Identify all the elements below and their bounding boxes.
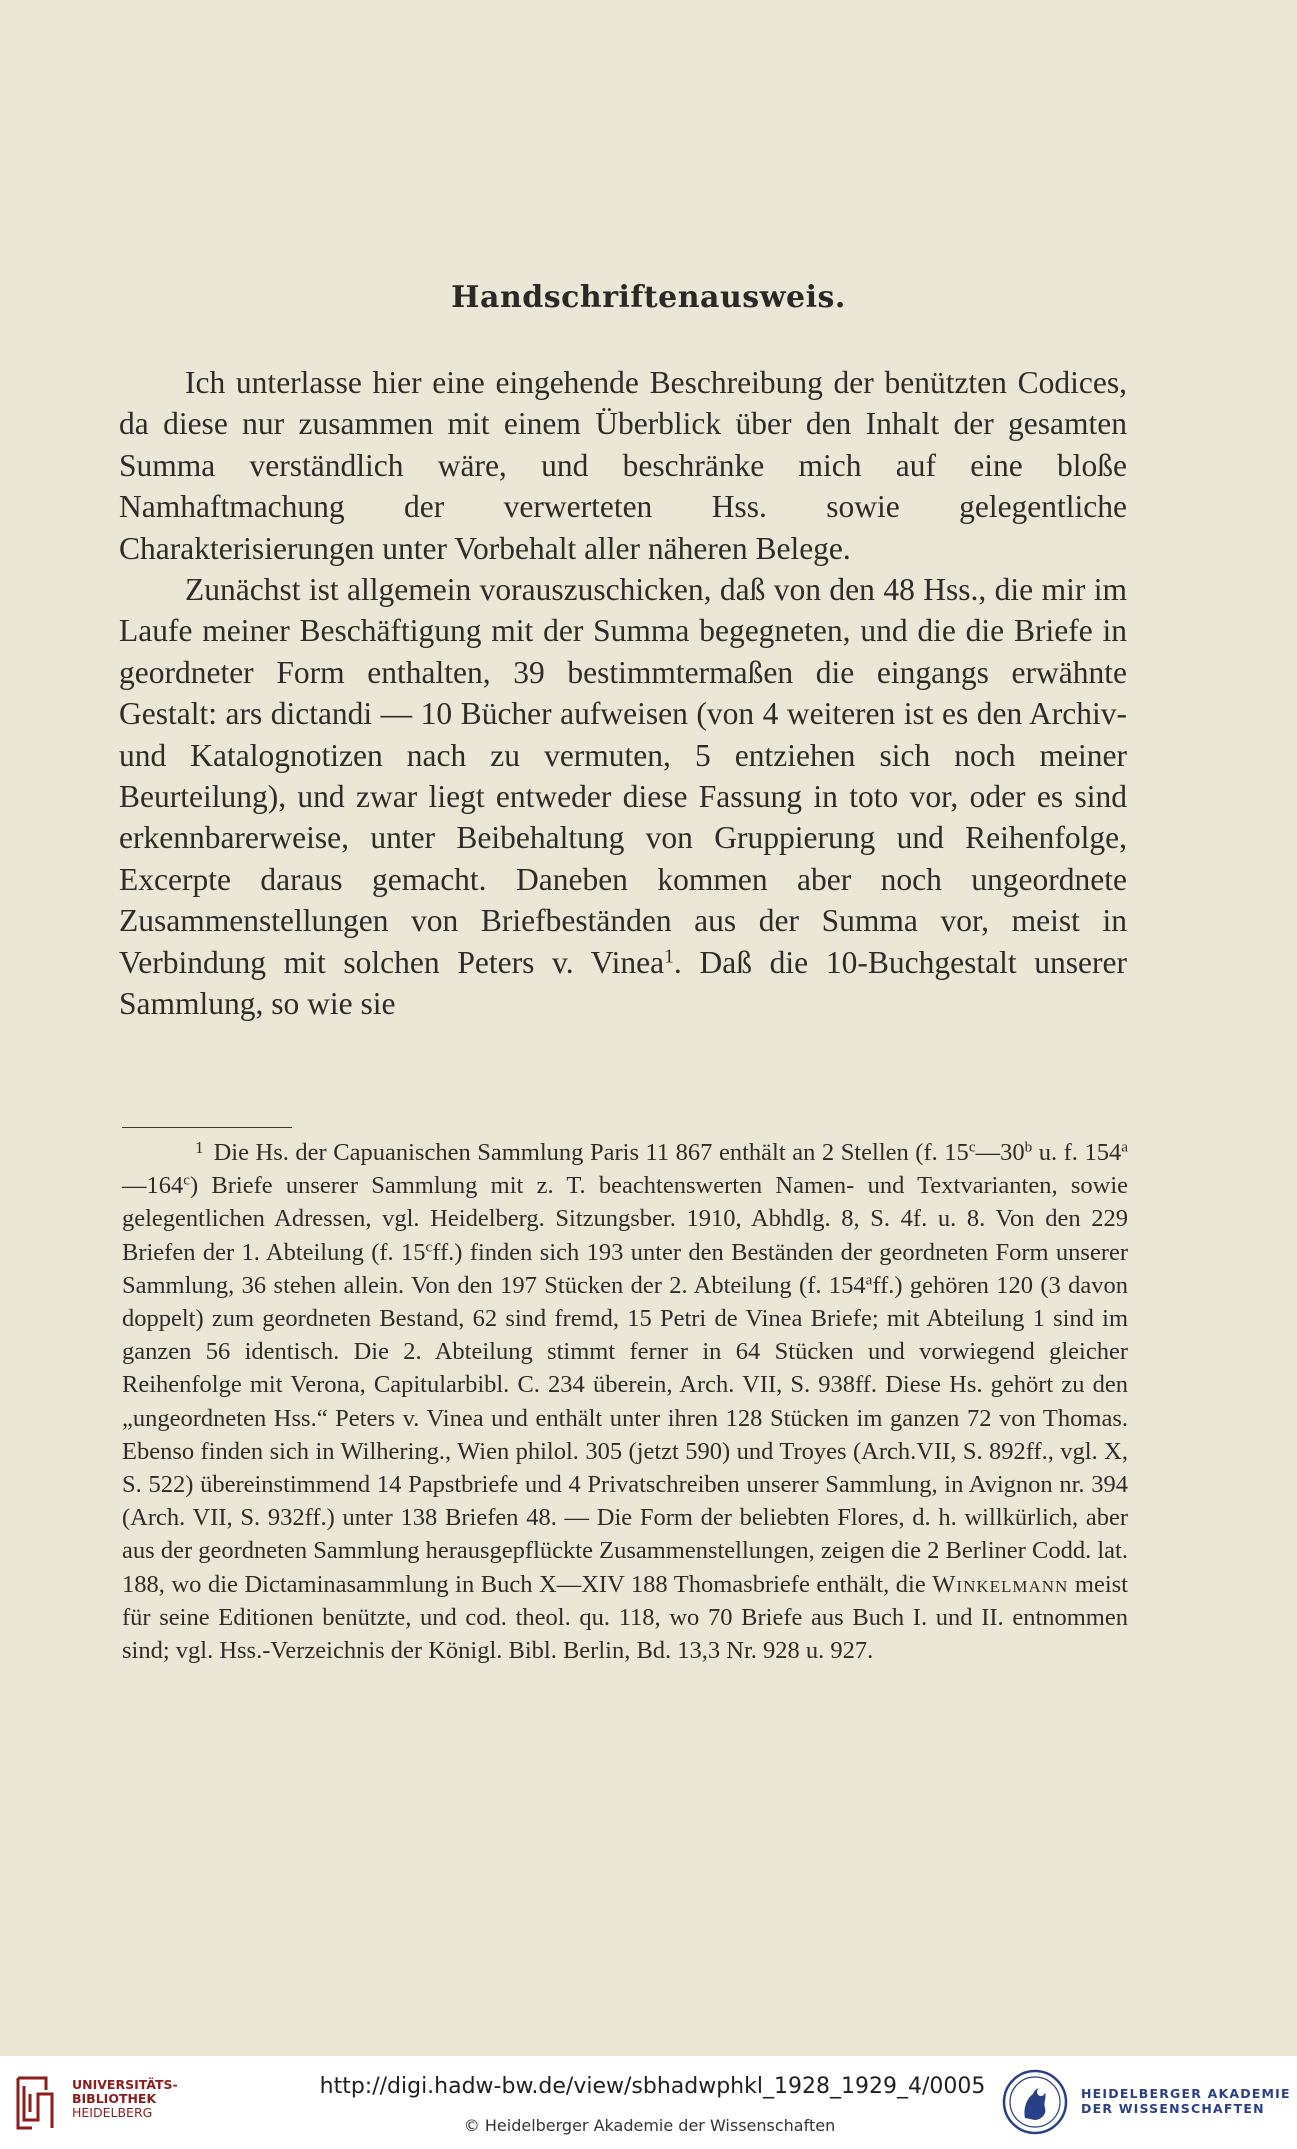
- footnote-text: [122, 1136, 1128, 1667]
- copyright-notice: © Heidelberger Akademie der Wissenschaften: [463, 2116, 836, 2135]
- footnote-number: 1: [195, 1138, 204, 1158]
- footnote-segment: ) Briefe unserer Sammlung mit z. T. beachtenswerten Namen- und Textvarianten, sowie gelegentlichen Adressen, vgl. Heidelberg. Sitzungsber. 1910, Abhdlg. 8, S. 4f. u. 8. Von den 229 Briefen der 1. Abteilung (f. 15: [122, 1172, 1128, 1266]
- superscript: c: [425, 1238, 433, 1256]
- footnote-segment: u. f. 154: [1032, 1139, 1122, 1166]
- footnote-segment: meist für seine Editionen benützte, und cod. theol. qu. 118, wo 70 Briefe aus Buch I. und II. entnommen sind; vgl. Hss.-Verzeichnis der Königl. Bibl. Berlin, Bd. 13,3 Nr. 928 u. 927.: [122, 1570, 1128, 1665]
- superscript: a: [865, 1271, 873, 1289]
- library-name-line: BIBLIOTHEK: [72, 2091, 157, 2106]
- permalink-url[interactable]: http://digi.hadw-bw.de/view/sbhadwphkl_1928_1929_4/0005: [319, 2074, 986, 2099]
- academy-name-line: HEIDELBERGER AKADEMIE: [1081, 2086, 1291, 2101]
- footnote-separator: [122, 1127, 292, 1128]
- footnote-segment: ff.) gehören 120 (3 davon doppelt) zum geordneten Bestand, 62 sind fremd, 15 Petri de Vinea Briefe; mit Abteilung 1 sind im ganzen 56 identisch. Die 2. Abteilung stimmt ferner in 64 Stücken und vorwiegend gleicher Reihenfolge mit Verona, Capitularbibl. C. 234 überein, Arch. VII, S. 938ff. Diese Hs. gehört zu den „ungeordneten Hss.“ Peters v. Vinea und enthält unter ihren 128 Stücken im ganzen 72 von Thomas. Ebenso finden sich in Wilhering., Wien philol. 305 (jetzt 590) und Troyes (Arch.VII, S. 892ff., vgl. X, S. 522) übereinstimmend 14 Papstbriefe und 4 Privatschreiben unserer Sammlung, in Avignon nr. 394 (Arch. VII, S. 932ff.) unter 138 Briefen 48. — Die Form der beliebten Flores, d. h. willkürlich, aber aus der geordneten Sammlung herausgepflückte Zusammenstellungen, zeigen die 2 Berliner Codd. lat. 188, wo die Dictaminasammlung in Buch X—XIV 188 Thomasbriefe enthält, die: [122, 1271, 1128, 1598]
- superscript: b: [1024, 1138, 1033, 1156]
- paragraph-2-text: Zunächst ist allgemein vorauszuschicken, daß von den 48 Hss., die mir im Laufe meiner Beschäftigung mit der Summa begegneten, und die die Briefe in geordneter Form enthalten, 39 bestimmtermaßen die eingangs erwähnte Gestalt: ars dictandi — 10 Bücher aufweisen (von 4 weiteren ist es den Archiv- und Katalognotizen nach zu vermuten, 5 entziehen sich noch meiner Beurteilung), und zwar liegt entweder diese Fassung in toto vor, oder es sind erkennbarerweise, unter Beibehaltung von Gruppierung und Reihenfolge, Excerpte daraus gemacht. Daneben kommen aber noch ungeordnete Zusammenstellungen von Briefbeständen aus der Summa vor, meist in Verbindung mit solchen Peters v. Vinea: [119, 572, 1127, 980]
- paragraph-2-tail: . Daß die 10-Buchgestalt unserer Sammlung, so wie sie: [119, 944, 1127, 1022]
- footnote: [122, 1136, 1128, 1667]
- academy-seal-icon[interactable]: [1001, 2068, 1069, 2136]
- superscript: c: [183, 1171, 190, 1189]
- footnote-segment: Die Hs. der Capuanischen Sammlung Paris 11 867 enthält an 2 Stellen (f. 15: [213, 1139, 969, 1166]
- academy-name-line: DER WISSENSCHAFTEN: [1081, 2101, 1265, 2116]
- paragraph-1: Ich unterlasse hier eine eingehende Beschreibung der benützten Codices, da diese nur zusammen mit einem Überblick über den Inhalt der gesamten Summa verständlich wäre, und beschränke mich auf eine bloße Namhaftmachung der verwerteten Hss. sowie gelegentliche Charakterisierungen unter Vorbehalt aller näheren Belege.: [119, 365, 1127, 566]
- body-text: [119, 362, 1127, 1025]
- academy-name: [1081, 2086, 1291, 2116]
- library-name-line: UNIVERSITÄTS-: [72, 2077, 178, 2092]
- library-name-line: HEIDELBERG: [72, 2105, 153, 2120]
- footnote-segment: ff.) finden sich 193 unter den Beständen der geordneten Form unserer Sammlung, 36 stehen allein. Von den 197 Stücken der 2. Abteilung (f. 154: [122, 1238, 1129, 1299]
- author-name-smallcaps: Winkelmann: [932, 1570, 1069, 1598]
- viewer-footer: [0, 2056, 1297, 2149]
- footnote-reference[interactable]: 1: [664, 945, 674, 967]
- footnote-segment: —164: [122, 1172, 184, 1200]
- superscript: a: [1121, 1138, 1128, 1156]
- page-title: Handschriftenausweis.: [451, 280, 846, 315]
- footnote-segment: —30: [975, 1139, 1025, 1166]
- superscript: c: [968, 1138, 976, 1156]
- paragraph-2: [119, 569, 1127, 1024]
